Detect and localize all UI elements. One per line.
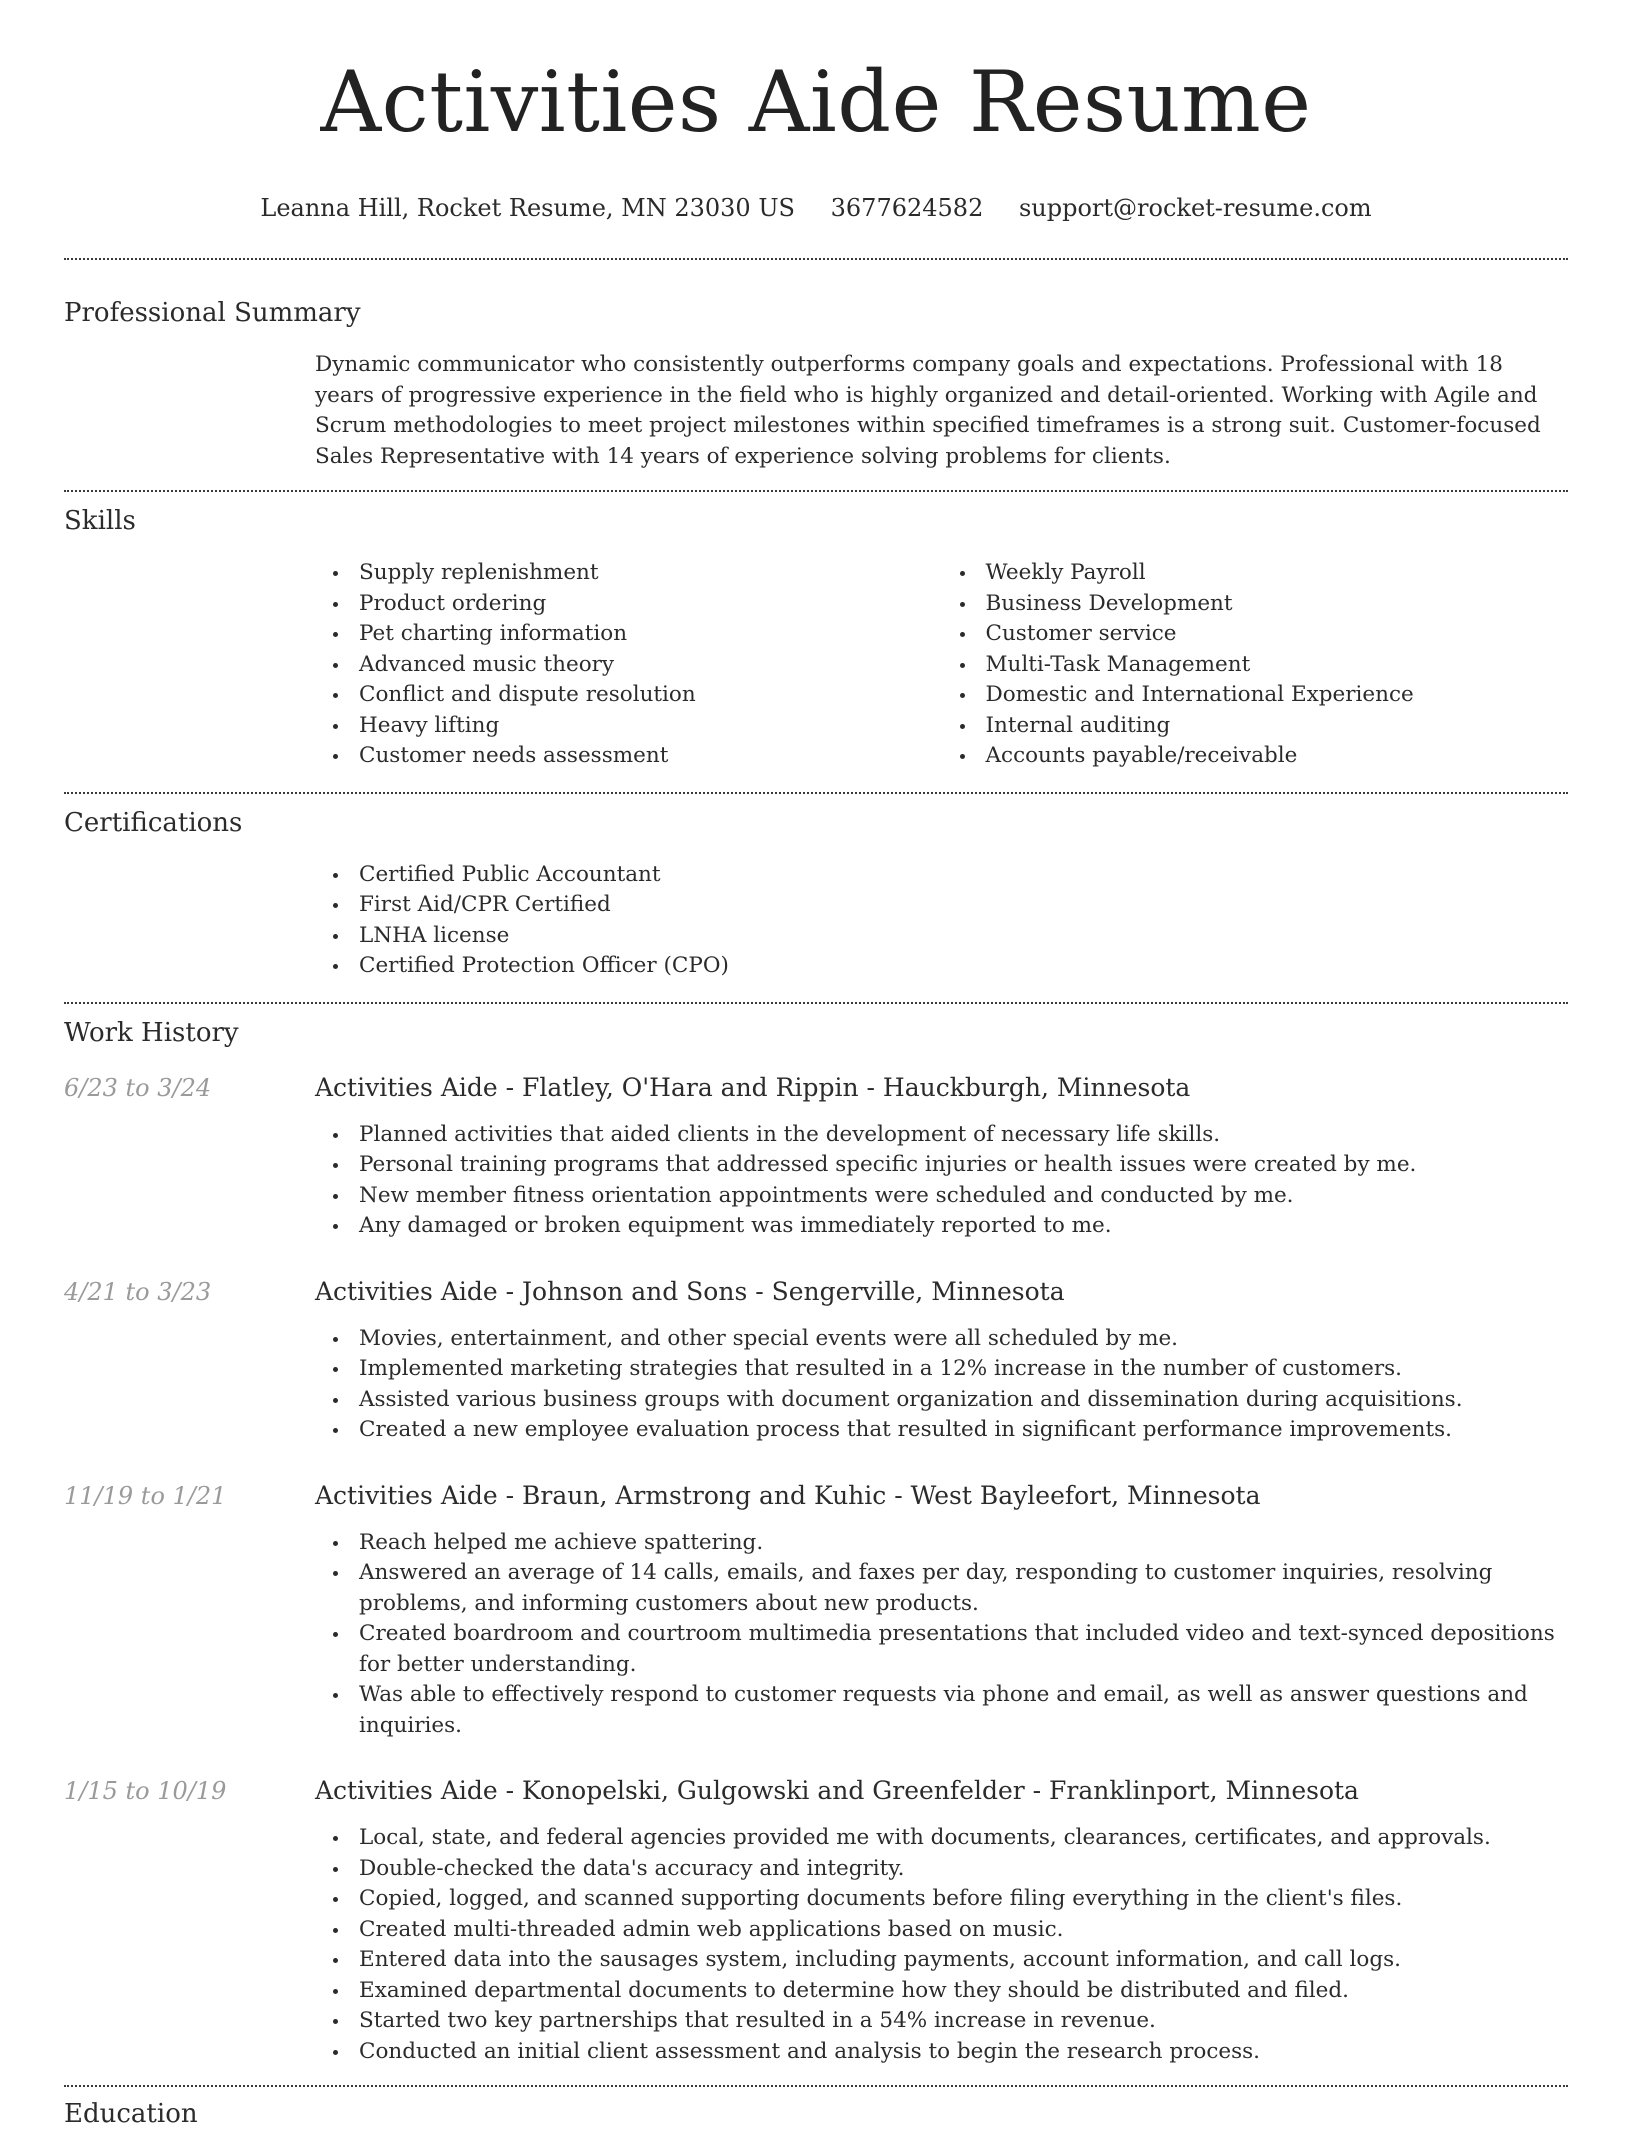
skill-item: Customer needs assessment [359, 741, 942, 772]
skill-item: Multi-Task Management [986, 650, 1569, 681]
job-bullet: Movies, entertainment, and other special events were all scheduled by me. [359, 1324, 1568, 1355]
certification-item: Certified Protection Officer (CPO) [359, 951, 1568, 982]
contact-email: support@rocket-resume.com [1018, 194, 1372, 222]
job-title: Activities Aide - Braun, Armstrong and Kuhic - West Bayleefort, Minnesota [315, 1480, 1261, 1510]
skill-item: Supply replenishment [359, 558, 942, 589]
section-heading-summary: Professional Summary [64, 298, 361, 328]
job-dates: 1/15 to 10/19 [64, 1777, 227, 1805]
job-bullet: Answered an average of 14 calls, emails, and faxes per day, responding to customer inquiries, resolving problems, and informing customers about new products. [359, 1558, 1568, 1619]
job-title: Activities Aide - Johnson and Sons - Sengerville, Minnesota [315, 1276, 1065, 1306]
job-bullets [315, 1528, 1568, 1742]
summary-section [64, 260, 1568, 472]
skill-item: Customer service [986, 619, 1569, 650]
job-bullet: Any damaged or broken equipment was immediately reported to me. [359, 1211, 1568, 1242]
contact-address: Leanna Hill, Rocket Resume, MN 23030 US [260, 194, 795, 222]
job-bullet: Examined departmental documents to determine how they should be distributed and filed. [359, 1976, 1568, 2007]
summary-text: Dynamic communicator who consistently outperforms company goals and expectations. Professional with 18 years of progressive experience in the field who is highly organized and detail-oriented. Working with Agile and Scrum methodologies to meet project milestones within specified timeframes is a strong suit. Customer-focused Sales Representative with 14 years of experience solving problems for clients. [315, 352, 1541, 469]
skill-item: Accounts payable/receivable [986, 741, 1569, 772]
job-bullet: Was able to effectively respond to customer requests via phone and email, as well as answer questions and inquiries. [359, 1680, 1568, 1741]
education-section [64, 2087, 1568, 2131]
job-bullet: Created multi-threaded admin web applications based on music. [359, 1915, 1568, 1946]
contact-line [64, 192, 1568, 224]
job-bullet: Entered data into the sausages system, including payments, account information, and call logs. [359, 1945, 1568, 1976]
skill-item: Domestic and International Experience [986, 680, 1569, 711]
skill-item: Business Development [986, 589, 1569, 620]
job-bullets [315, 1120, 1568, 1242]
job-dates: 6/23 to 3/24 [64, 1073, 212, 1102]
job-bullet: Double-checked the data's accuracy and integrity. [359, 1854, 1568, 1885]
skill-item: Internal auditing [986, 711, 1569, 742]
job-bullet: Implemented marketing strategies that resulted in a 12% increase in the number of customers. [359, 1354, 1568, 1385]
work-history-section [64, 1004, 1568, 2068]
skill-item: Weekly Payroll [986, 558, 1569, 589]
job-bullet: New member fitness orientation appointments were scheduled and conducted by me. [359, 1181, 1568, 1212]
job-bullet: Started two key partnerships that resulted in a 54% increase in revenue. [359, 2006, 1568, 2037]
skills-section [64, 492, 1568, 772]
job-entry [64, 1072, 1568, 1242]
job-bullet: Assisted various business groups with document organization and dissemination during acquisitions. [359, 1385, 1568, 1416]
skill-item: Advanced music theory [359, 650, 942, 681]
job-dates: 11/19 to 1/21 [64, 1481, 227, 1510]
job-bullet: Conducted an initial client assessment and analysis to begin the research process. [359, 2037, 1568, 2068]
section-heading-certifications: Certifications [64, 807, 243, 838]
resume-page [64, 0, 1568, 2131]
section-heading-work: Work History [64, 1017, 239, 1048]
certification-item: LNHA license [359, 921, 1568, 952]
certification-item: Certified Public Accountant [359, 860, 1568, 891]
job-entry [64, 1276, 1568, 1446]
certifications-list [315, 860, 1568, 982]
skills-list-right [942, 558, 1569, 772]
job-bullet: Copied, logged, and scanned supporting documents before filing everything in the client's files. [359, 1884, 1568, 1915]
section-heading-education: Education [64, 2099, 198, 2129]
job-bullets [315, 1324, 1568, 1446]
job-bullets [315, 1823, 1568, 2067]
skill-item: Conflict and dispute resolution [359, 680, 942, 711]
job-bullet: Personal training programs that addressed specific injuries or health issues were created by me. [359, 1150, 1568, 1181]
job-title: Activities Aide - Konopelski, Gulgowski and Greenfelder - Franklinport, Minnesota [315, 1776, 1359, 1805]
job-entry [64, 1480, 1568, 1742]
job-bullet: Created boardroom and courtroom multimedia presentations that included video and text-synced depositions for better understanding. [359, 1619, 1568, 1680]
skills-list-left [315, 558, 942, 772]
job-title: Activities Aide - Flatley, O'Hara and Rippin - Hauckburgh, Minnesota [315, 1072, 1191, 1102]
skill-item: Heavy lifting [359, 711, 942, 742]
skill-item: Pet charting information [359, 619, 942, 650]
contact-phone: 3677624582 [830, 194, 984, 222]
job-bullet: Planned activities that aided clients in the development of necessary life skills. [359, 1120, 1568, 1151]
job-dates: 4/21 to 3/23 [64, 1277, 212, 1306]
certifications-section [64, 794, 1568, 982]
job-entry [64, 1775, 1568, 2067]
certification-item: First Aid/CPR Certified [359, 890, 1568, 921]
resume-title: Activities Aide Resume [320, 53, 1312, 151]
job-bullet: Reach helped me achieve spattering. [359, 1528, 1568, 1559]
section-heading-skills: Skills [64, 506, 136, 536]
job-bullet: Created a new employee evaluation process that resulted in significant performance improvements. [359, 1415, 1568, 1446]
job-bullet: Local, state, and federal agencies provided me with documents, clearances, certificates, and approvals. [359, 1823, 1568, 1854]
skill-item: Product ordering [359, 589, 942, 620]
